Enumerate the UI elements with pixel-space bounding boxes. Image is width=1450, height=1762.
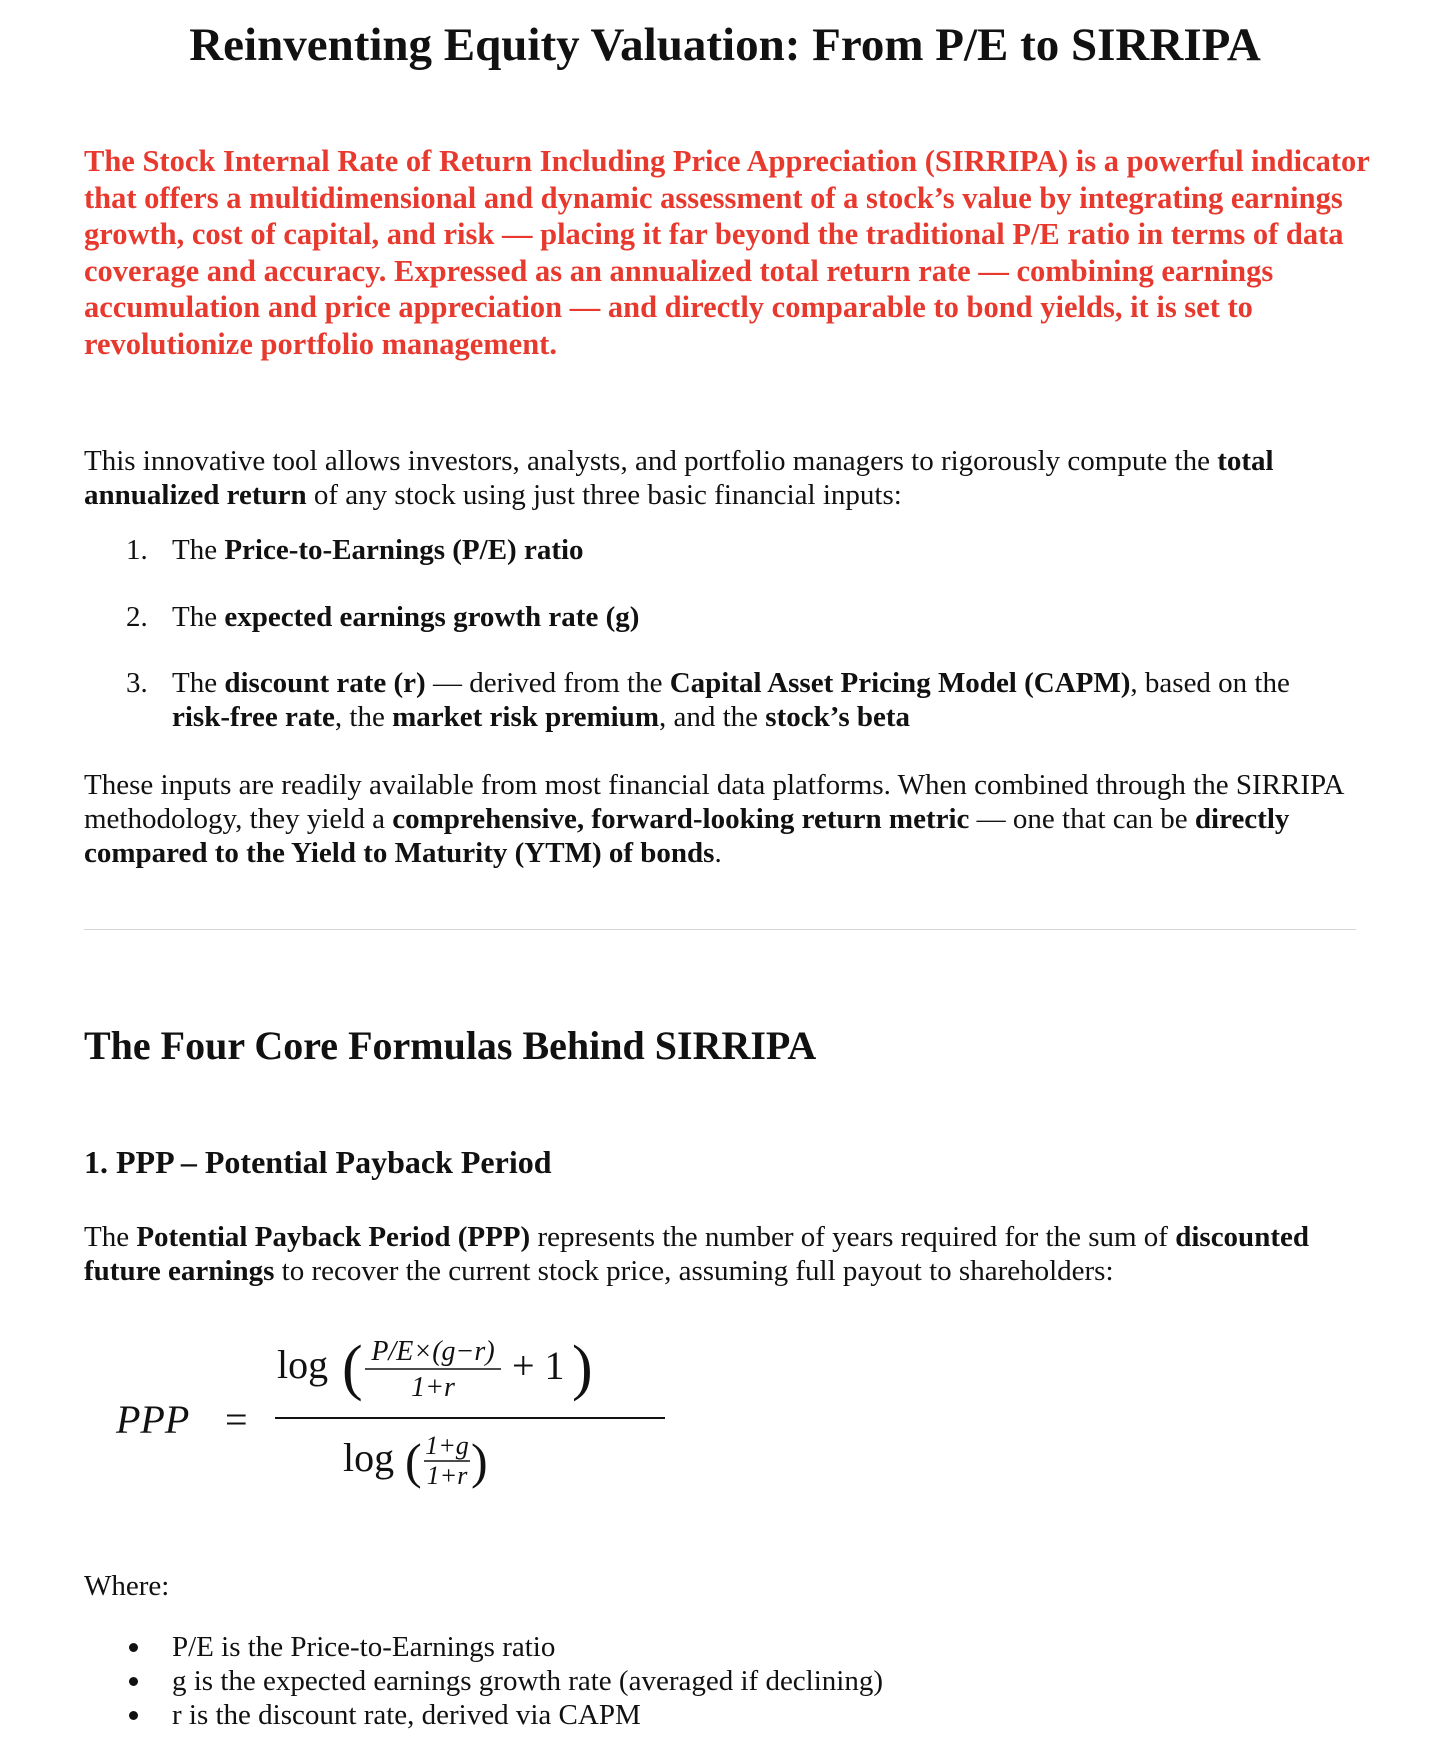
denominator-inner-bottom: 1+r: [426, 1461, 468, 1490]
document-page: Reinventing Equity Valuation: From P/E to SIRRIPA The Stock Internal Rate of Return Including Price Appreciation (SIRRIPA) is a powerful indicator that offers a multidimensional and dynamic assessment of a stock’s value by integrating earnings growth, cost of capital, and risk — placing it far beyond the traditional P/E ratio in terms of data coverage and accuracy. Expressed as an annualized total return rate — combining earnings accumulation and price appreciation — and directly comparable to bond yields, it is set to revolutionize portfolio management. This innovative tool allows investors, analysts, and portfolio managers to rigorously compute the total annualized return of any stock using just three basic financial inputs: 1. The Price-to-Earnings (P/E) ratio 2. The expected earnings growth rate (g) 3. The discount rate (r) — derived from the Capital Asset Pricing Model (CAPM), based on the risk-free rate, the market risk premium, and the stock’s beta These inputs are readily available from most financial data platforms. When combined through the SIRRIPA methodology, they yield a comprehensive, forward-looking return metric — one that can be directly compared to the Yield to Maturity (YTM) of bonds. The Four Core Formulas Behind SIRRIPA 1. PPP – Potential Payback Period The Potential Payback Period (PPP) represents the number of years required for the sum of discounted future earnings to recover the current stock price, assuming full payout to shareholders: PPP = log ( P/E×(g−r) 1+r + 1 ) log ( 1+g 1+r ) Where: P/E is the Price-to-Earnings ratio g is the expected earnings growth rate (averaged if declining) r is the discount rate, derived via CAPM: [0, 0, 1450, 1762]
list-item: g is the expected earnings growth rate (averaged if declining): [126, 1664, 1226, 1698]
numerator-inner-bottom: 1+r: [411, 1372, 455, 1403]
ppp-description-paragraph: The Potential Payback Period (PPP) represents the number of years required for the sum of discounted future earnings to recover the current stock price, assuming full payout to shareholders:: [84, 1221, 1309, 1287]
section-divider: [84, 929, 1356, 930]
where-label: Where:: [84, 1570, 170, 1602]
denominator-close-paren: ): [471, 1433, 488, 1489]
section-heading: The Four Core Formulas Behind SIRRIPA: [84, 1023, 817, 1068]
total-annualized-return-term: total annualized return: [84, 445, 1274, 511]
bullet-dot: [129, 1677, 138, 1686]
inputs-intro-paragraph: This innovative tool allows investors, analysts, and portfolio managers to rigorously compute the total annualized return of any stock using just three basic financial inputs:: [84, 445, 1274, 511]
document-title: Reinventing Equity Valuation: From P/E to SIRRIPA: [189, 19, 1261, 71]
formula-equals: =: [225, 1397, 248, 1442]
subsection-heading: 1. PPP – Potential Payback Period: [84, 1144, 552, 1180]
denominator-inner-top: 1+g: [425, 1431, 469, 1460]
numerator-log: log: [277, 1342, 329, 1387]
list-item: r is the discount rate, derived via CAPM: [126, 1698, 1226, 1732]
list-item: P/E is the Price-to-Earnings ratio: [126, 1630, 1226, 1664]
bullet-dot: [129, 1711, 138, 1720]
bullet-dot: [129, 1643, 138, 1652]
denominator-log: log: [343, 1435, 395, 1480]
denominator-open-paren: (: [405, 1433, 422, 1489]
formula-lhs: PPP: [116, 1397, 190, 1442]
numerator-close-paren: ): [572, 1334, 593, 1402]
intro-highlight-paragraph: The Stock Internal Rate of Return Including Price Appreciation (SIRRIPA) is a powerful indicator that offers a multidimensional and dynamic assessment of a stock’s value by integrating earnings growth, cost of capital, and risk — placing it far beyond the traditional P/E ratio in terms of data coverage and accuracy. Expressed as an annualized total return rate — combining earnings accumulation and price appreciation — and directly comparable to bond yields, it is set to revolutionize portfolio management.: [84, 144, 1370, 361]
inputs-availability-paragraph: These inputs are readily available from most financial data platforms. When combined through the SIRRIPA methodology, they yield a comprehensive, forward-looking return metric — one that can be directly compared to the Yield to Maturity (YTM) of bonds.: [84, 769, 1343, 869]
ppp-formula: [110, 1330, 680, 1500]
numerator-inner-top: P/E×(g−r): [371, 1336, 495, 1367]
numerator-open-paren: (: [342, 1334, 363, 1402]
variable-definitions-list: [126, 1630, 1226, 1732]
numerator-plus-one: + 1: [512, 1343, 565, 1388]
